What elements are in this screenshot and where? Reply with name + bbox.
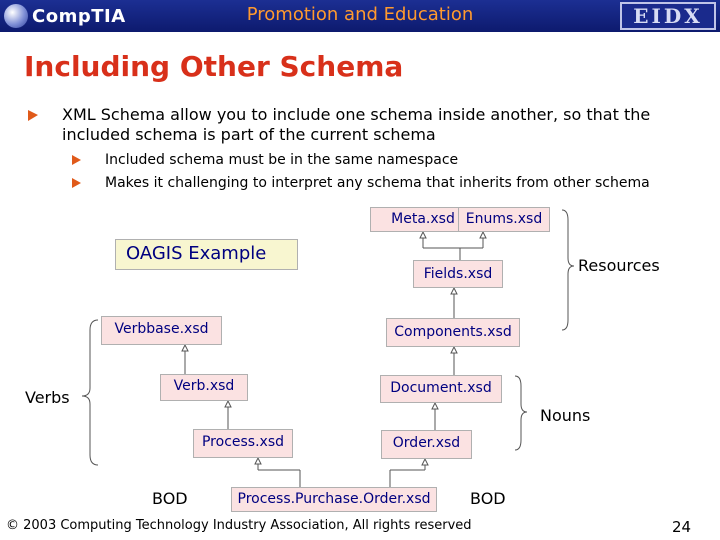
- box-order-label: Order.xsd: [392, 435, 461, 451]
- box-enums-label: Enums.xsd: [465, 211, 543, 227]
- label-bod-right: BOD: [470, 489, 506, 508]
- header-title: Promotion and Education: [246, 4, 474, 25]
- box-verb-label: Verb.xsd: [173, 378, 235, 394]
- oagis-example-label: OAGIS Example: [115, 239, 298, 270]
- logo-left-text: CompTIA: [32, 5, 126, 27]
- box-process-purchase-order-xsd: [231, 487, 437, 512]
- label-bod-left: BOD: [152, 489, 188, 508]
- box-document-label: Document.xsd: [390, 380, 492, 396]
- page-number: 24: [672, 518, 692, 536]
- sub-bullet-2: Makes it challenging to interpret any schema that inherits from other schema: [105, 175, 650, 191]
- box-ppo-label: Process.Purchase.Order.xsd: [237, 491, 431, 507]
- box-process-xsd: [193, 429, 293, 458]
- box-verbbase-label: Verbbase.xsd: [114, 321, 209, 337]
- verbs-brace: [82, 320, 98, 465]
- bullet-1: XML Schema allow you to include one schema inside another, so that the included schema is part of the current schema: [62, 105, 651, 144]
- label-nouns: Nouns: [540, 406, 591, 425]
- box-verb-xsd: [160, 374, 248, 401]
- label-verbs: Verbs: [25, 388, 70, 407]
- label-resources: Resources: [578, 256, 660, 275]
- sub-bullet-1: Included schema must be in the same namespace: [105, 152, 459, 168]
- resources-brace: [562, 210, 574, 330]
- box-fields-label: Fields.xsd: [423, 266, 493, 282]
- slide-title: Including Other Schema: [24, 50, 404, 83]
- box-fields-xsd: [413, 260, 503, 288]
- box-process-label: Process.xsd: [201, 434, 285, 450]
- box-meta-label: Meta.xsd: [391, 211, 455, 227]
- copyright-footer: © 2003 Computing Technology Industry Association, All rights reserved: [6, 518, 472, 533]
- box-components-xsd: [386, 318, 520, 347]
- box-enums-xsd: [458, 207, 550, 232]
- box-order-xsd: [381, 430, 472, 459]
- nouns-brace: [515, 376, 527, 450]
- box-document-xsd: [380, 375, 502, 403]
- logo-right-text: EIDX: [633, 4, 703, 28]
- box-verbbase-xsd: [101, 316, 222, 345]
- box-components-label: Components.xsd: [394, 324, 512, 340]
